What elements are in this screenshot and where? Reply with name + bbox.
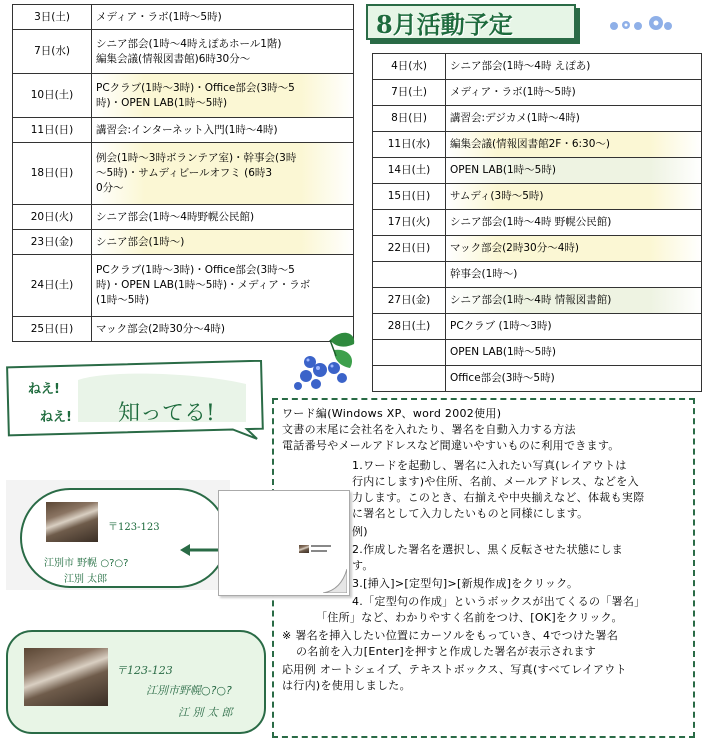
schedule-date: 17日(火) (373, 210, 446, 236)
tip-line: 3.[挿入]>[定型句]>[新規作成]をクリック。 (352, 577, 579, 590)
tip-line: 応用例 オートシェイブ、テキストボックス、写真(すべてレイアウト (282, 663, 627, 676)
schedule-date: 15日(日) (373, 184, 446, 210)
schedule-date: 22日(日) (373, 236, 446, 262)
schedule-event: サムディ(3時〜5時) (446, 184, 702, 210)
schedule-event-line: 0分〜 (96, 182, 124, 194)
schedule-date (373, 340, 446, 366)
schedule-row (13, 118, 354, 143)
tip-line: 文書の末尾に会社名を入れたり、署名を自動入力する方法 (282, 423, 576, 436)
schedule-date (373, 262, 446, 288)
signature2-postal: 〒123-123 (116, 664, 173, 677)
tip-line: 行内にします)や住所、名前、メールアドレス、などを入 (352, 475, 639, 488)
schedule-event (92, 5, 354, 30)
schedule-date: 8日(日) (373, 106, 446, 132)
signature2-address: 江別市野幌○?○? (146, 684, 232, 697)
tip-line: 1.ワードを起動し、署名に入れたい写真(レイアウトは (352, 459, 627, 472)
signature-name: 江別 太郎 (64, 574, 108, 585)
schedule-row (373, 158, 702, 184)
arrow-left-icon (180, 543, 220, 557)
schedule-date: 11日(水) (373, 132, 446, 158)
schedule-event-line: PCクラブ(1時〜3時)・Office部会(3時〜5 (96, 264, 295, 276)
schedule-event (92, 143, 354, 205)
schedule-event-line: PCクラブ(1時〜3時)・Office部会(3時〜5 (96, 81, 295, 94)
tip-line: の名前を入力[Enter]を押すと作成した署名が表示されます (296, 645, 597, 658)
schedule-row (13, 30, 354, 74)
schedule-event: PCクラブ (1時〜3時) (446, 314, 702, 340)
schedule-event: 編集会議(情報図書館2F・6:30〜) (446, 132, 702, 158)
schedule-row (373, 288, 702, 314)
schedule-date: 28日(土) (373, 314, 446, 340)
schedule-date: 4日(水) (373, 54, 446, 80)
tip-line: 2.作成した署名を選択し、黒く反転させた状態にしま (352, 543, 623, 556)
schedule-event-line: 時)・OPEN LAB(1時〜5時) (96, 96, 228, 109)
schedule-event: 幹事会(1時〜) (446, 262, 702, 288)
schedule-row (373, 314, 702, 340)
know-heading: 知ってる! (118, 401, 215, 426)
schedule-event-line: 例会(1時〜3時ボランテア室)・幹事会(3時 (96, 152, 297, 164)
schedule-event: シニア部会(1時〜4時 えぽあ) (446, 54, 702, 80)
schedule-date: 14日(土) (373, 158, 446, 184)
page-curl-icon (323, 569, 347, 593)
tip-line: ワード編(Windows XP、word 2002使用) (282, 407, 502, 420)
schedule-event (92, 205, 354, 230)
flower-decoration-icon (608, 12, 674, 36)
schedule-event (92, 255, 354, 317)
schedule-row (373, 210, 702, 236)
schedule-event: シニア部会(1時〜4時 情報図書館) (446, 288, 702, 314)
schedule-row (373, 366, 702, 392)
schedule-event-line: 〜5時)・サムディビールオフミ (6時3 (96, 167, 273, 179)
nee-nee-bubble (6, 360, 268, 444)
signature-example-oval (20, 488, 228, 588)
tip-line: ※ 署名を挿入したい位置にカーソルをもっていき、4でつけた署名 (282, 629, 619, 642)
schedule-event: メディア・ラボ(1時〜5時) (446, 80, 702, 106)
small-cat-photo (299, 545, 309, 553)
schedule-date: 18日(日) (13, 143, 92, 205)
schedule-date: 7日(水) (13, 30, 92, 74)
schedule-date: 3日(土) (13, 5, 92, 30)
tip-line: 「住所」など、わかりやすく名前をつけ、[OK]をクリック。 (316, 611, 623, 624)
schedule-event: OPEN LAB(1時〜5時) (446, 158, 702, 184)
document-page-illustration (218, 490, 350, 596)
july-schedule-table (12, 4, 354, 342)
schedule-event: マック部会(2時30分〜4時) (446, 236, 702, 262)
nee-text-2: ねえ! (40, 410, 72, 425)
schedule-event (92, 30, 354, 74)
schedule-event-line: 編集会議(情報図書館)6時30分〜 (96, 52, 251, 65)
signature2-name: 江 別 太 郎 (178, 706, 233, 719)
tip-line: 4.「定型句の作成」というボックスが出てくるの「署名」 (352, 595, 646, 608)
schedule-event: OPEN LAB(1時〜5時) (446, 340, 702, 366)
blueberry-decoration-icon (290, 328, 362, 394)
schedule-event-line: 講習会:インターネット入門(1時〜4時) (96, 123, 278, 136)
schedule-row (373, 184, 702, 210)
schedule-event: シニア部会(1時〜4時 野幌公民館) (446, 210, 702, 236)
schedule-date: 20日(火) (13, 205, 92, 230)
schedule-row (373, 132, 702, 158)
cat-photo (46, 502, 98, 542)
signature-address: 江別市 野幌 ○?○? (44, 558, 129, 569)
schedule-date: 25日(日) (13, 317, 92, 342)
signature-postal: 〒123-123 (108, 522, 160, 533)
tip-line: に署名として入力したいものと同様にします。 (352, 507, 589, 520)
schedule-row (13, 74, 354, 118)
august-schedule-title: 8月活動予定 (366, 4, 576, 40)
tip-line: 例) (352, 525, 368, 538)
tip-line: 電話番号やメールアドレスなど間違いやすいものに利用できます。 (282, 439, 620, 452)
schedule-event-line: シニア部会(1時〜4時えぽあホール1階) (96, 37, 282, 50)
tip-line: 力します。このとき、右揃えや中央揃えなど、体裁も実際 (352, 491, 645, 504)
schedule-event (92, 118, 354, 143)
schedule-event-line: メディア・ラボ(1時〜5時) (96, 10, 222, 23)
schedule-date: 11日(日) (13, 118, 92, 143)
schedule-event: Office部会(3時〜5時) (446, 366, 702, 392)
schedule-event: 講習会:デジカメ(1時〜4時) (446, 106, 702, 132)
schedule-row (13, 5, 354, 30)
schedule-row (13, 230, 354, 255)
schedule-row (373, 80, 702, 106)
schedule-event-line: 時)・OPEN LAB(1時〜5時)・メディア・ラボ (96, 279, 311, 291)
schedule-date (373, 366, 446, 392)
schedule-date: 24日(土) (13, 255, 92, 317)
schedule-event (92, 230, 354, 255)
cat-photo-2 (24, 648, 108, 706)
schedule-row (13, 143, 354, 205)
august-schedule-table (372, 53, 702, 392)
schedule-event-line: シニア部会(1時〜) (96, 235, 185, 248)
schedule-row (13, 205, 354, 230)
schedule-date: 23日(金) (13, 230, 92, 255)
tip-line: す。 (352, 559, 374, 572)
schedule-row (373, 236, 702, 262)
nee-text-1: ねえ! (28, 382, 60, 397)
schedule-row (373, 106, 702, 132)
schedule-row (373, 340, 702, 366)
schedule-date: 10日(土) (13, 74, 92, 118)
schedule-row (373, 54, 702, 80)
schedule-date: 27日(金) (373, 288, 446, 314)
schedule-event-line: マック部会(2時30分〜4時) (96, 322, 225, 335)
schedule-event (92, 74, 354, 118)
schedule-row (373, 262, 702, 288)
schedule-event-line: (1時〜5時) (96, 294, 150, 306)
tip-line: は行内)を使用しました。 (282, 679, 411, 692)
schedule-row (13, 255, 354, 317)
signature-example-card-2 (6, 630, 266, 734)
schedule-date: 7日(土) (373, 80, 446, 106)
schedule-event-line: シニア部会(1時〜4時野幌公民館) (96, 210, 255, 223)
